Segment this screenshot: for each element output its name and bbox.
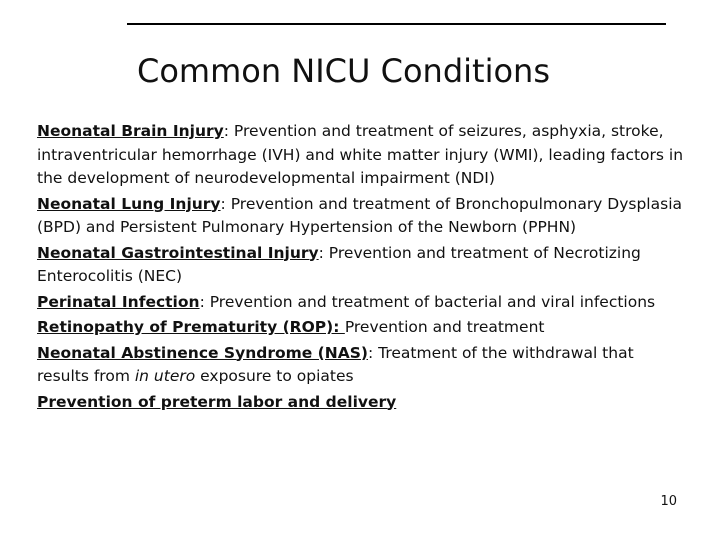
condition-item-lung-injury	[37, 193, 689, 240]
condition-term: Retinopathy of Prematurity (ROP):	[37, 318, 345, 336]
term-separator: :	[199, 292, 205, 311]
condition-term: Perinatal Infection	[37, 292, 200, 311]
condition-description-end: exposure to opiates	[195, 367, 354, 385]
condition-term: Neonatal Lung Injury	[37, 194, 221, 213]
condition-item-brain-injury	[37, 120, 689, 191]
conditions-list	[37, 120, 689, 416]
condition-description: Treatment of the withdrawal that results from	[37, 343, 634, 385]
condition-description: Prevention and treatment of seizures, asphyxia, stroke, intraventricular hemorrhage (IVH) and white matter injury (WMI), leading factors in the development of neurodevelopmental impairment (NDI)	[37, 122, 684, 187]
term-separator: :	[367, 343, 374, 362]
condition-description: Prevention and treatment of Bronchopulmonary Dysplasia (BPD) and Persistent Pulmonary Hypertension of the Newborn (PPHN)	[37, 194, 682, 236]
title-divider-line	[127, 23, 666, 25]
condition-item-preterm-labor	[37, 391, 689, 415]
condition-item-nas	[37, 342, 689, 389]
condition-term: Prevention of preterm labor and delivery	[37, 392, 397, 411]
condition-term: Neonatal Gastrointestinal Injury	[37, 243, 319, 262]
condition-item-rop	[37, 316, 689, 340]
term-separator: :	[220, 194, 226, 213]
condition-term: Neonatal Abstinence Syndrome (NAS)	[37, 343, 368, 362]
condition-term: Neonatal Brain Injury	[37, 122, 224, 140]
condition-description: Prevention and treatment of Necrotizing Enterocolitis (NEC)	[37, 243, 641, 285]
term-separator: :	[223, 122, 229, 140]
condition-description: Prevention and treatment	[344, 318, 545, 336]
condition-item-perinatal-infection	[37, 291, 689, 315]
slide-title: Common NICU Conditions	[137, 52, 550, 90]
condition-item-gi-injury	[37, 242, 689, 289]
condition-description-emphasis: in utero	[134, 367, 196, 385]
page-number: 10	[660, 494, 677, 509]
term-separator: :	[318, 243, 324, 262]
condition-description: Prevention and treatment of bacterial and viral infections	[204, 292, 656, 311]
